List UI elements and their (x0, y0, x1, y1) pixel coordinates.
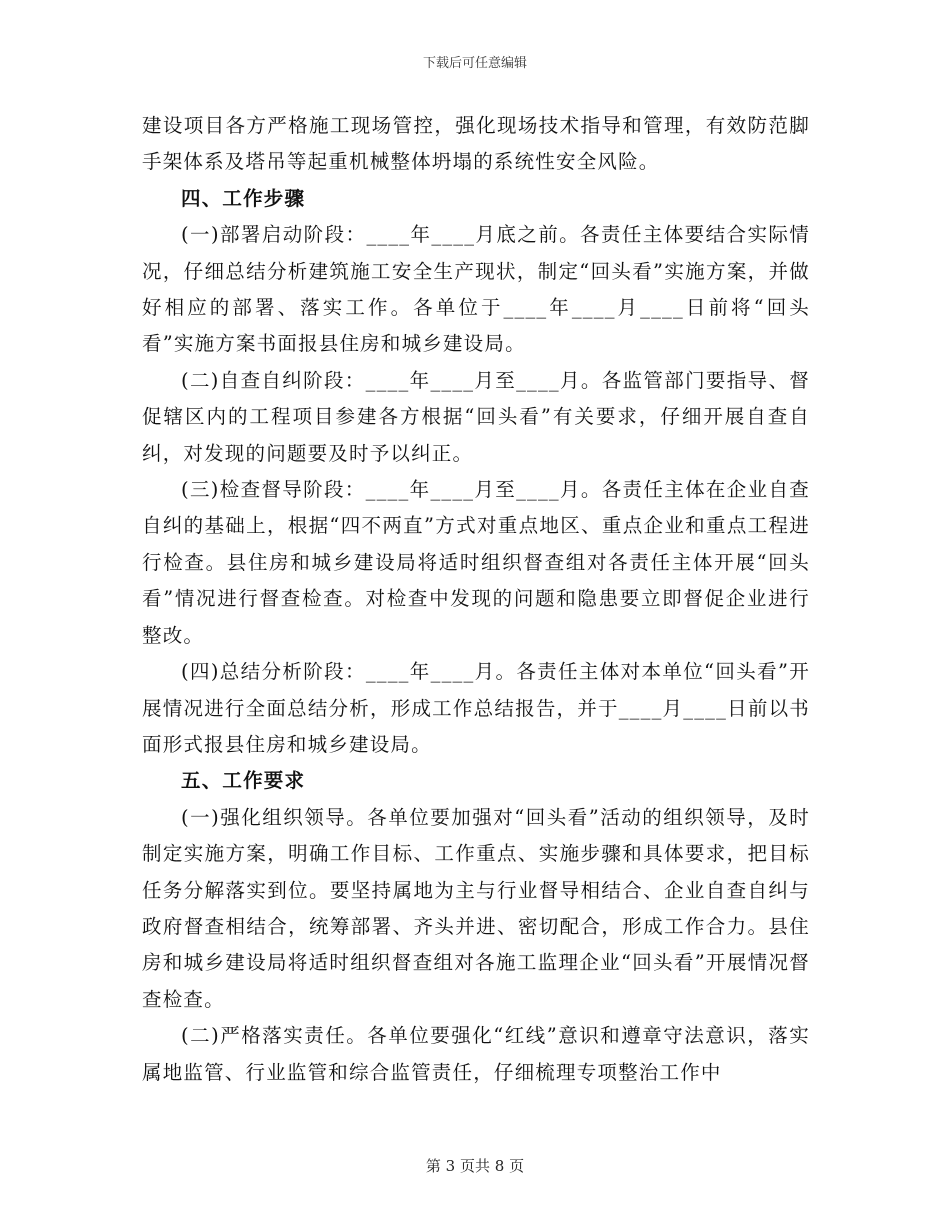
paragraph-scaffold-risk: 建设项目各方严格施工现场管控，强化现场技术指导和管理，有效防范脚手架体系及塔吊等起重机械整体坍塌的系统性安全风险。 (142, 114, 810, 174)
paragraph-deployment-stage: (一)部署启动阶段：____年____月底之前。各责任主体要结合实际情况，仔细总结分析建筑施工安全生产现状，制定“回头看”实施方案，并做好相应的部署、落实工作。各单位于____年____月____日前将“回头看”实施方案书面报县住房和城乡建设局。 (142, 223, 810, 356)
page-footer: 第 3 页共 8 页 (425, 1157, 525, 1175)
section-heading-work-steps: 四、工作步骤 (181, 186, 306, 210)
paragraph-responsibility: (二)严格落实责任。各单位要强化“红线”意识和遵章守法意识，落实属地监管、行业监管和综合监管责任，仔细梳理专项整治工作中 (142, 1024, 810, 1084)
paragraph-organization-leadership: (一)强化组织领导。各单位要加强对“回头看”活动的组织领导，及时制定实施方案，明确工作目标、工作重点、实施步骤和具体要求，把目标任务分解落实到位。要坚持属地为主与行业督导相结合、企业自查自纠与政府督查相结合，统筹部署、齐头并进、密切配合，形成工作合力。县住房和城乡建设局将适时组织督查组对各施工监理企业“回头看”开展情况督查检查。 (142, 805, 810, 1011)
paragraph-self-inspection-stage: (二)自查自纠阶段：____年____月至____月。各监管部门要指导、督促辖区内的工程项目参建各方根据“回头看”有关要求，仔细开展自查自纠，对发现的问题要及时予以纠正。 (142, 368, 810, 465)
paragraph-supervision-stage: (三)检查督导阶段：____年____月至____月。各责任主体在企业自查自纠的基础上，根据“四不两直”方式对重点地区、重点企业和重点工程进行检查。县住房和城乡建设局将适时组织督查组对各责任主体开展“回头看”情况进行督查检查。对检查中发现的问题和隐患要立即督促企业进行整改。 (142, 478, 810, 647)
document-body (142, 108, 810, 1091)
paragraph-summary-stage: (四)总结分析阶段：____年____月。各责任主体对本单位“回头看”开展情况进行全面总结分析，形成工作总结报告，并于____月____日前以书面形式报县住房和城乡建设局。 (142, 660, 810, 756)
section-heading-work-requirements: 五、工作要求 (181, 769, 306, 793)
page-header: 下载后可任意编辑 (422, 56, 527, 71)
